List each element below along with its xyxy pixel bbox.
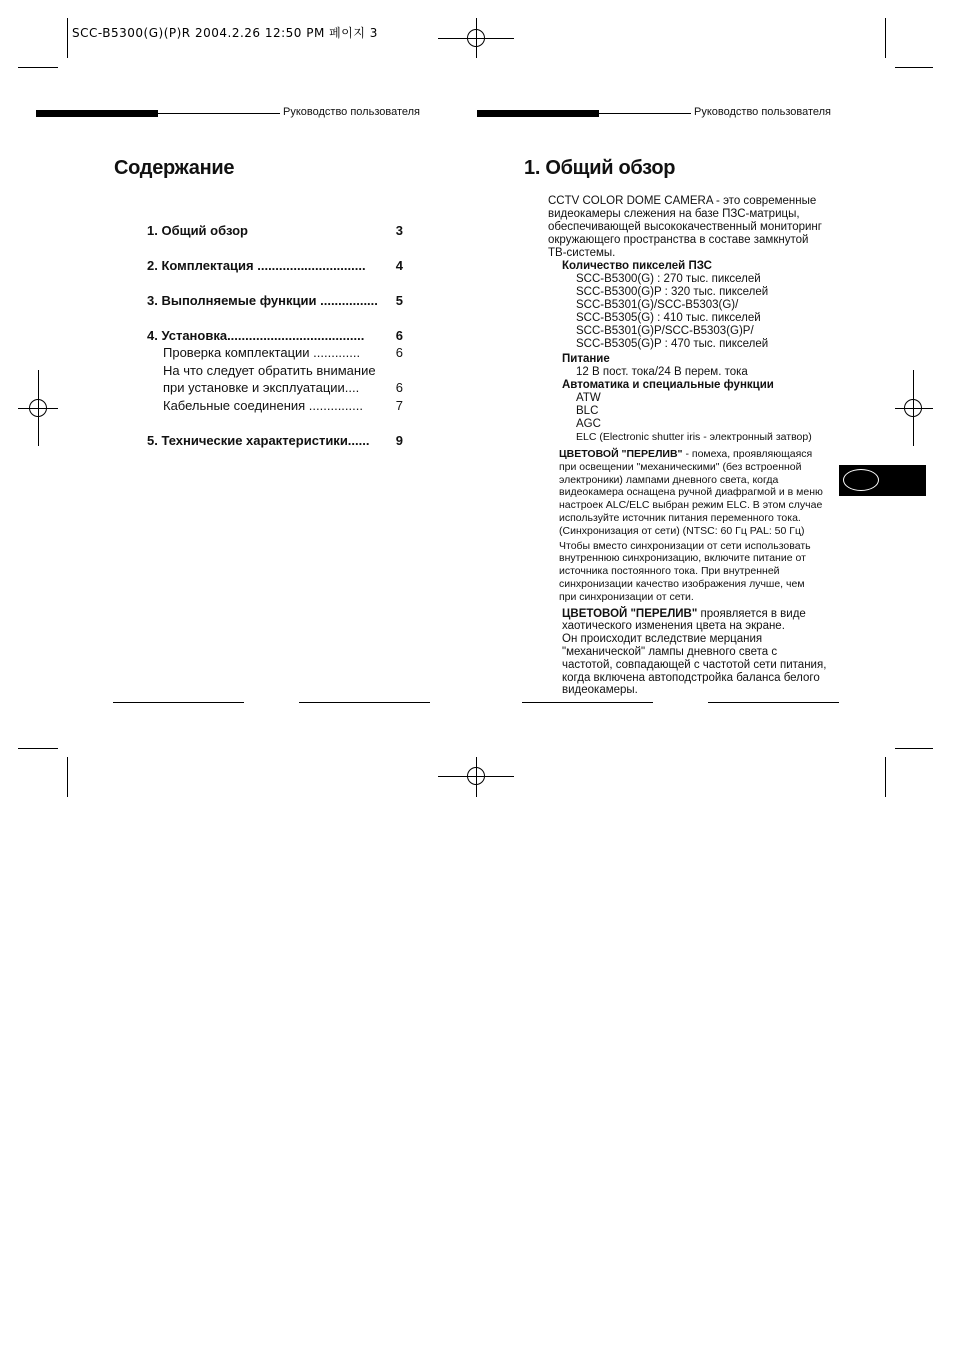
pixels-line: SCC-B5301(G)P/SCC-B5303(G)P/ bbox=[576, 325, 754, 337]
flicker-line: электроники) лампами дневного света, когда bbox=[559, 473, 779, 486]
flicker-line: используйте источник питания переменного тока. bbox=[559, 511, 801, 524]
footer-rule bbox=[522, 702, 653, 703]
flicker-line: видеокамеры. bbox=[562, 684, 638, 697]
toc-subentry[interactable] bbox=[147, 362, 403, 380]
toc-entry-label: 1. Общий обзор bbox=[147, 223, 248, 238]
toc-subentry-label: при установке и эксплуатации.... bbox=[163, 380, 360, 395]
registration-mark bbox=[29, 399, 47, 417]
section-tab-oval-icon bbox=[843, 469, 879, 491]
flicker-line: видеокамера оснащена ручной диафрагмой и в меню bbox=[559, 486, 823, 499]
pixels-line: SCC-B5305(G) : 410 тыс. пикселей bbox=[576, 312, 761, 324]
flicker-line: настроек ALC/ELC выбран режим ELC. В этом случае bbox=[559, 499, 823, 512]
footer-rule bbox=[299, 702, 430, 703]
flicker-line: "механической" лампы дневного света с bbox=[562, 645, 778, 658]
flicker-line: хаотического изменения цвета на экране. bbox=[562, 620, 785, 633]
toc-entry-page: 4 bbox=[395, 258, 403, 273]
flicker-line: синхронизации качество изображения лучше, чем bbox=[559, 577, 805, 590]
flicker-term: ЦВЕТОВОЙ "ПЕРЕЛИВ" bbox=[562, 607, 698, 620]
auto-item: ATW bbox=[576, 392, 601, 404]
elc-item: ELC (Electronic shutter iris - электронный затвор) bbox=[576, 431, 812, 443]
toc-subentry-page: 6 bbox=[395, 380, 403, 395]
auto-item: BLC bbox=[576, 405, 599, 417]
pixels-line: SCC-B5300(G) : 270 тыс. пикселей bbox=[576, 273, 761, 285]
toc-subentry-page: 6 bbox=[395, 345, 403, 360]
header-text-right: Руководство пользователя bbox=[694, 106, 831, 118]
registration-mark bbox=[467, 29, 485, 47]
flicker-text: проявляется в виде bbox=[697, 607, 806, 620]
intro-line: CCTV COLOR DOME CAMERA - это современные bbox=[548, 195, 817, 207]
power-value: 12 В пост. тока/24 В перем. тока bbox=[576, 366, 748, 378]
toc-entry[interactable] bbox=[147, 292, 403, 309]
header-text-left: Руководство пользователя bbox=[283, 106, 420, 118]
flicker-line: источника постоянного тока. При внутренней bbox=[559, 565, 780, 578]
auto-heading: Автоматика и специальные функции bbox=[562, 379, 774, 391]
footer-rule bbox=[113, 702, 244, 703]
crop-mark bbox=[67, 18, 68, 58]
flicker-term: ЦВЕТОВОЙ "ПЕРЕЛИВ" bbox=[559, 448, 683, 460]
flicker-line: внутреннюю синхронизацию, включите питание от bbox=[559, 552, 806, 565]
pixels-line: SCC-B5305(G)P : 470 тыс. пикселей bbox=[576, 338, 769, 350]
toc-subentry-page: 7 bbox=[395, 397, 403, 413]
flicker-text: - помеха, проявляющаяся bbox=[682, 448, 813, 460]
toc-subentry[interactable] bbox=[147, 397, 403, 415]
header-rule-right bbox=[599, 113, 691, 114]
flicker-line: когда включена автоподстройка баланса белого bbox=[562, 671, 820, 684]
toc-entry-page: 3 bbox=[395, 223, 403, 238]
toc-subentry-label: На что следует обратить внимание bbox=[163, 362, 376, 378]
toc-entry-label: 4. Установка...................................... bbox=[147, 328, 365, 343]
flicker-line: при синхронизации от сети. bbox=[559, 590, 694, 603]
crop-mark bbox=[18, 67, 58, 68]
flicker-line: (Синхронизация от сети) (NTSC: 60 Гц PAL: 50 Гц) bbox=[559, 524, 805, 537]
power-heading: Питание bbox=[562, 353, 610, 365]
pixels-heading: Количество пикселей ПЗС bbox=[562, 260, 712, 272]
registration-mark bbox=[904, 399, 922, 417]
toc-entry[interactable] bbox=[147, 222, 403, 239]
intro-line: окружающего пространства в составе замкнутой bbox=[548, 234, 809, 246]
table-of-contents bbox=[147, 222, 403, 449]
toc-entry-label: 5. Технические характеристики...... bbox=[147, 433, 370, 448]
toc-entry[interactable] bbox=[147, 432, 403, 449]
toc-subentry[interactable] bbox=[147, 344, 403, 362]
flicker-line: при освещении "механическими" (без встроенной bbox=[559, 460, 802, 473]
pixels-line: SCC-B5300(G)P : 320 тыс. пикселей bbox=[576, 286, 769, 298]
toc-entry[interactable] bbox=[147, 327, 403, 344]
toc-entry-label: 2. Комплектация .............................. bbox=[147, 258, 366, 273]
intro-line: ТВ-системы. bbox=[548, 247, 616, 259]
toc-entry[interactable] bbox=[147, 257, 403, 274]
toc-subentry-label: Проверка комплектации ............. bbox=[163, 345, 361, 360]
crop-mark bbox=[18, 748, 58, 749]
toc-entry-page: 6 bbox=[395, 328, 403, 343]
header-bar-left bbox=[36, 110, 158, 117]
registration-mark bbox=[467, 767, 485, 785]
flicker-line: Чтобы вместо синхронизации от сети использовать bbox=[559, 539, 811, 552]
crop-mark bbox=[67, 757, 68, 797]
crop-mark bbox=[895, 67, 933, 68]
auto-item: AGC bbox=[576, 418, 601, 430]
crop-mark bbox=[885, 757, 886, 797]
crop-mark bbox=[885, 18, 886, 58]
toc-subentry[interactable] bbox=[147, 379, 403, 397]
toc-entry-page: 9 bbox=[395, 433, 403, 448]
footer-rule bbox=[708, 702, 839, 703]
intro-line: обеспечивающей высококачественный мониторинг bbox=[548, 221, 822, 233]
intro-line: видеокамеры слежения на базе ПЗС-матрицы, bbox=[548, 208, 800, 220]
crop-mark bbox=[895, 748, 933, 749]
toc-entry-label: 3. Выполняемые функции ................ bbox=[147, 293, 378, 308]
pixels-line: SCC-B5301(G)/SCC-B5303(G)/ bbox=[576, 299, 739, 311]
overview-body bbox=[548, 195, 848, 697]
header-rule-left bbox=[158, 113, 280, 114]
overview-title: 1. Общий обзор bbox=[524, 157, 676, 179]
toc-subentry-label: Кабельные соединения ............... bbox=[163, 397, 363, 413]
print-slug: SCC-B5300(G)(P)R 2004.2.26 12:50 PM 페이지 3 bbox=[72, 26, 378, 40]
flicker-line: Он происходит вследствие мерцания bbox=[562, 633, 763, 646]
flicker-line: частотой, совпадающей с частотой сети питания, bbox=[562, 658, 827, 671]
toc-title: Содержание bbox=[114, 157, 235, 179]
toc-entry-page: 5 bbox=[395, 293, 403, 308]
header-bar-right bbox=[477, 110, 599, 117]
